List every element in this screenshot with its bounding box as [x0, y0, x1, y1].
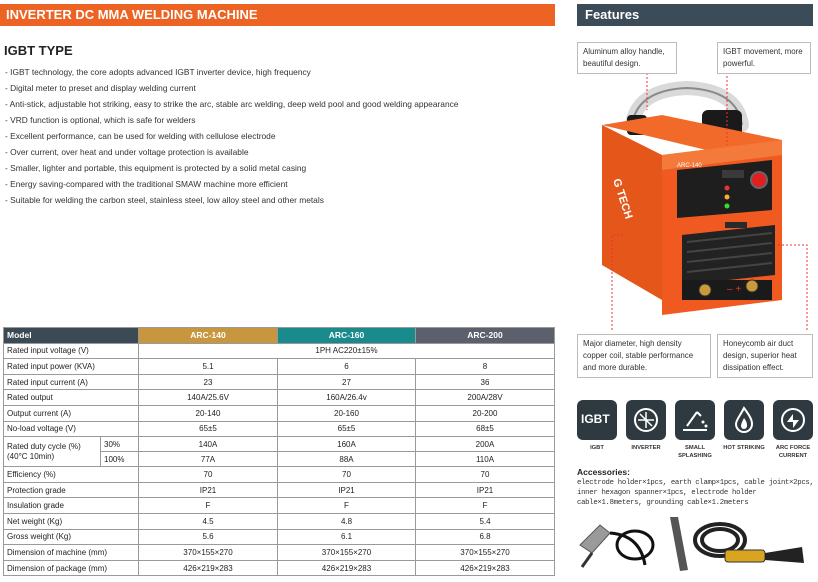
igbt-icon: IGBT — [577, 400, 617, 440]
bullet-item: - Suitable for welding the carbon steel, stainless steel, low alloy steel and other metals — [5, 192, 550, 208]
row-label: Rated input power (KVA) — [4, 359, 139, 375]
cell-arc-140: 5.6 — [139, 529, 278, 545]
row-label: Net weight (Kg) — [4, 513, 139, 529]
bullet-item: - Smaller, lighter and portable, this equipment is protected by a solid metal casing — [5, 160, 550, 176]
product-illustration — [577, 30, 815, 372]
cell-arc-200: 70 — [416, 467, 555, 483]
table-row — [4, 374, 555, 390]
cell-arc-200: 36 — [416, 374, 555, 390]
feature-icons-row — [577, 400, 815, 466]
bullet-item: - IGBT technology, the core adopts advanced IGBT inverter device, high frequency — [5, 64, 550, 80]
bullet-item: - Excellent performance, can be used for welding with cellulose electrode — [5, 128, 550, 144]
cell-arc-200: 20-200 — [416, 405, 555, 421]
spec-table — [3, 327, 555, 576]
table-row — [4, 437, 555, 452]
features-title-bar — [577, 4, 813, 26]
row-label: Rated output — [4, 390, 139, 406]
cell-arc-140: 23 — [139, 374, 278, 390]
cell-arc-160: 70 — [278, 467, 416, 483]
callout-handle: Aluminum alloy handle, beautiful design. — [577, 42, 677, 74]
table-row — [4, 359, 555, 375]
cell-arc-200: 200A/28V — [416, 390, 555, 406]
bullet-item: - Digital meter to preset and display welding current — [5, 80, 550, 96]
cell-arc-140: 77A — [139, 452, 278, 467]
welding-machine-image — [577, 30, 815, 330]
accessories-title: Accessories: — [577, 467, 630, 477]
cell-arc-200: 110A — [416, 452, 555, 467]
cell-arc-200: 426×219×283 — [416, 560, 555, 576]
cell-arc-140: 426×219×283 — [139, 560, 278, 576]
cell-arc-140: 370×155×270 — [139, 545, 278, 561]
hot-striking-icon — [724, 400, 764, 440]
row-label: Dimension of package (mm) — [4, 560, 139, 576]
cell-arc-140: 140A — [139, 437, 278, 452]
cell-arc-200: IP21 — [416, 482, 555, 498]
duty-30: 30% — [101, 437, 139, 452]
row-label: Insulation grade — [4, 498, 139, 514]
icon-caption: SMALL SPLASHING — [678, 445, 712, 459]
cell-arc-200: 5.4 — [416, 513, 555, 529]
cell-arc-160: 65±5 — [278, 421, 416, 437]
row-label: Output current (A) — [4, 405, 139, 421]
cell-arc-160: F — [278, 498, 416, 514]
bullet-item: - Anti-stick, adjustable hot striking, easy to strike the arc, stable arc welding, deep weld pool and good welding appearance — [5, 96, 550, 112]
small-splashing-icon — [675, 400, 715, 440]
machine-brand: G TECH — [610, 177, 635, 221]
cell-arc-200: 8 — [416, 359, 555, 375]
igbt-type-heading: IGBT TYPE — [4, 43, 73, 58]
cell-arc-200: 6.8 — [416, 529, 555, 545]
inverter-icon — [626, 400, 666, 440]
header-arc-140: ARC-140 — [139, 328, 278, 344]
table-row — [4, 498, 555, 514]
cell-arc-200: F — [416, 498, 555, 514]
cell-arc-160: IP21 — [278, 482, 416, 498]
table-row — [4, 467, 555, 483]
bullet-item: - Energy saving-compared with the traditional SMAW machine more efficient — [5, 176, 550, 192]
cell-arc-140: 4.5 — [139, 513, 278, 529]
accessories-image — [570, 505, 815, 580]
main-title-bar — [0, 4, 555, 26]
cell-arc-160: 20-160 — [278, 405, 416, 421]
cell-arc-160: 6 — [278, 359, 416, 375]
table-row — [4, 545, 555, 561]
header-arc-160: ARC-160 — [278, 328, 416, 344]
icon-caption: INVERTER — [631, 445, 661, 451]
cell-arc-160: 160A — [278, 437, 416, 452]
cell-arc-160: 4.8 — [278, 513, 416, 529]
cell-arc-160: 27 — [278, 374, 416, 390]
cell-arc-140: 140A/25.6V — [139, 390, 278, 406]
icon-caption: ARC FORCE CURRENT — [775, 445, 811, 459]
features-title: Features — [585, 7, 640, 22]
cell-arc-140: 70 — [139, 467, 278, 483]
cell-arc-160: 370×155×270 — [278, 545, 416, 561]
table-row — [4, 529, 555, 545]
table-row — [4, 421, 555, 437]
icon-caption: HOT STRIKING — [723, 445, 765, 451]
spec-header-row — [4, 328, 555, 344]
svg-text:– +: – + — [727, 284, 742, 295]
cell-arc-140: 65±5 — [139, 421, 278, 437]
cell-arc-200: 200A — [416, 437, 555, 452]
row-label: Efficiency (%) — [4, 467, 139, 483]
icon-caption: IGBT — [590, 445, 604, 451]
callout-honeycomb: Honeycomb air duct design, superior heat dissipation effect. — [717, 334, 813, 378]
bullet-item: - Over current, over heat and under voltage protection is available — [5, 144, 550, 160]
header-arc-200: ARC-200 — [416, 328, 555, 344]
cell-arc-200: 370×155×270 — [416, 545, 555, 561]
row-label: No-load voltage (V) — [4, 421, 139, 437]
feature-bullet-list — [5, 64, 550, 208]
cell-arc-140: F — [139, 498, 278, 514]
table-row — [4, 513, 555, 529]
cell-arc-140: 20-140 — [139, 405, 278, 421]
cell-arc-160: 88A — [278, 452, 416, 467]
row-label: Protection grade — [4, 482, 139, 498]
cell-arc-140: 5.1 — [139, 359, 278, 375]
header-model: Model — [4, 328, 139, 344]
row-label: Dimension of machine (mm) — [4, 545, 139, 561]
table-row — [4, 390, 555, 406]
machine-model: ARC-140 — [677, 163, 702, 169]
cell-arc-200: 68±5 — [416, 421, 555, 437]
row-label: Rated input current (A) — [4, 374, 139, 390]
cell-arc-160: 6.1 — [278, 529, 416, 545]
cell-arc-160: 426×219×283 — [278, 560, 416, 576]
duty-100: 100% — [101, 452, 139, 467]
arc-force-current-icon — [773, 400, 813, 440]
table-row — [4, 482, 555, 498]
cell-arc-160: 160A/26.4v — [278, 390, 416, 406]
row-value: 1PH AC220±15% — [139, 343, 555, 359]
callout-igbt: IGBT movement, more powerful. — [717, 42, 811, 74]
cell-arc-140: IP21 — [139, 482, 278, 498]
page-title: INVERTER DC MMA WELDING MACHINE — [6, 7, 258, 22]
accessories-text: electrode holder×1pcs, earth clamp×1pcs, cable joint×2pcs, inner hexagon spanner×1pcs, electrode holder cable×1.8meters, grounding cable×1.2meters — [577, 479, 814, 507]
bullet-item: - VRD function is optional, which is safe for welders — [5, 112, 550, 128]
row-label: Rated duty cycle (%) (40°C 10min) — [4, 437, 101, 467]
row-label: Gross weight (Kg) — [4, 529, 139, 545]
table-row — [4, 343, 555, 359]
table-row — [4, 405, 555, 421]
callout-copper-coil: Major diameter, high density copper coil, stable performance and more durable. — [577, 334, 711, 378]
row-label: Rated input voltage (V) — [4, 343, 139, 359]
table-row — [4, 560, 555, 576]
